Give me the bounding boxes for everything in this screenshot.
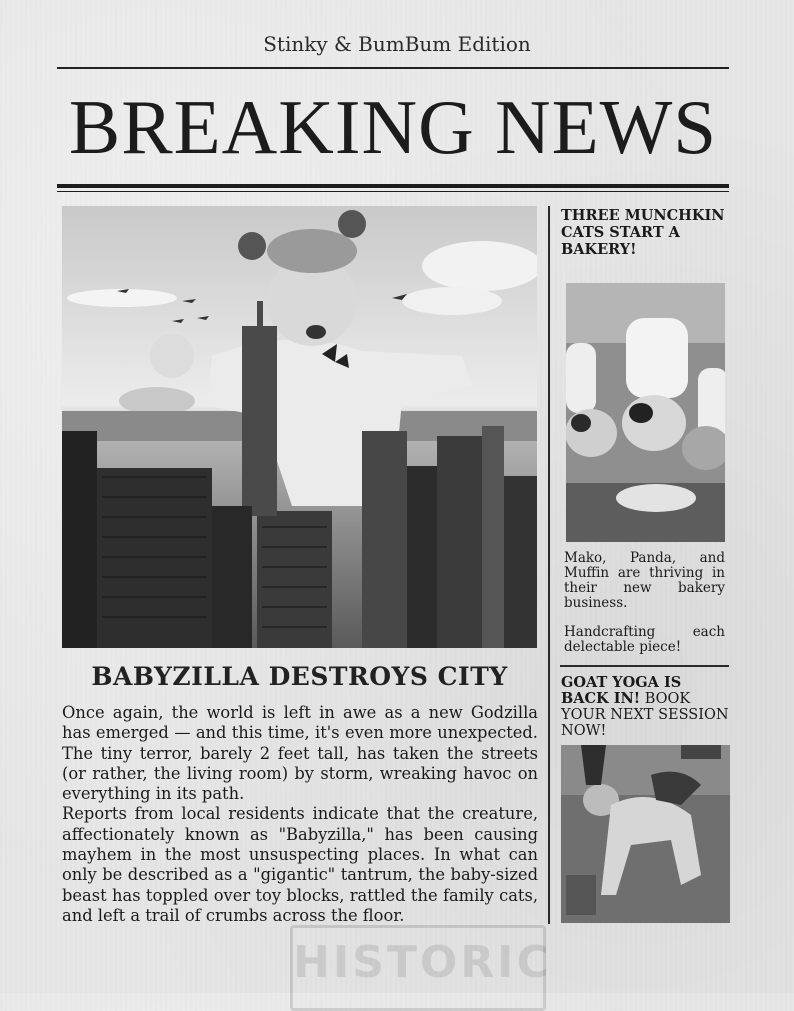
sidebar-paragraph: Handcrafting each delectable piece! bbox=[564, 624, 725, 655]
masthead-title: BREAKING NEWS bbox=[68, 84, 718, 170]
top-rule bbox=[57, 67, 729, 69]
edition-label: Stinky & BumBum Edition bbox=[263, 32, 531, 56]
goat-yoga-headline-bold: GOAT YOGA IS BACK IN! bbox=[561, 674, 682, 707]
masthead-rule-thin bbox=[57, 191, 729, 192]
sidebar-headline-cats: THREE MUNCHKIN CATS START A BAKERY! bbox=[561, 207, 725, 258]
sidebar-headline-goat-yoga bbox=[561, 675, 731, 739]
sidebar-text-cats bbox=[564, 551, 725, 669]
masthead-rule-thick bbox=[57, 184, 729, 188]
article-paragraph: Reports from local residents indicate that the creature, affectionately known as "Babyzilla," has been causing mayhem in the most unsuspecting places. In what can only be described as a "gigantic" tantrum, the baby-sized beast has toppled over toy blocks, rattled the family cats, and left a trail of crumbs across the floor. bbox=[62, 804, 538, 925]
main-headline: BABYZILLA DESTROYS CITY bbox=[91, 662, 508, 691]
main-article bbox=[62, 703, 538, 926]
historic-stamp: HISTORIC bbox=[290, 925, 546, 1011]
goat-yoga-headline-rest: BOOK YOUR NEXT SESSION NOW! bbox=[561, 691, 729, 739]
main-photo-babyzilla bbox=[62, 206, 537, 648]
cats-bakery-photo bbox=[566, 283, 725, 542]
sidebar-rule bbox=[560, 665, 729, 667]
goat-yoga-photo bbox=[561, 745, 730, 923]
column-divider bbox=[548, 206, 550, 924]
article-paragraph: Once again, the world is left in awe as a new Godzilla has emerged — and this time, it's even more unexpected. The tiny terror, barely 2 feet tall, has taken the streets (or rather, the living room) by storm, wreaking havoc on everything in its path. bbox=[62, 703, 538, 804]
sidebar-paragraph: Mako, Panda, and Muffin are thriving in their new bakery business. bbox=[564, 550, 725, 611]
